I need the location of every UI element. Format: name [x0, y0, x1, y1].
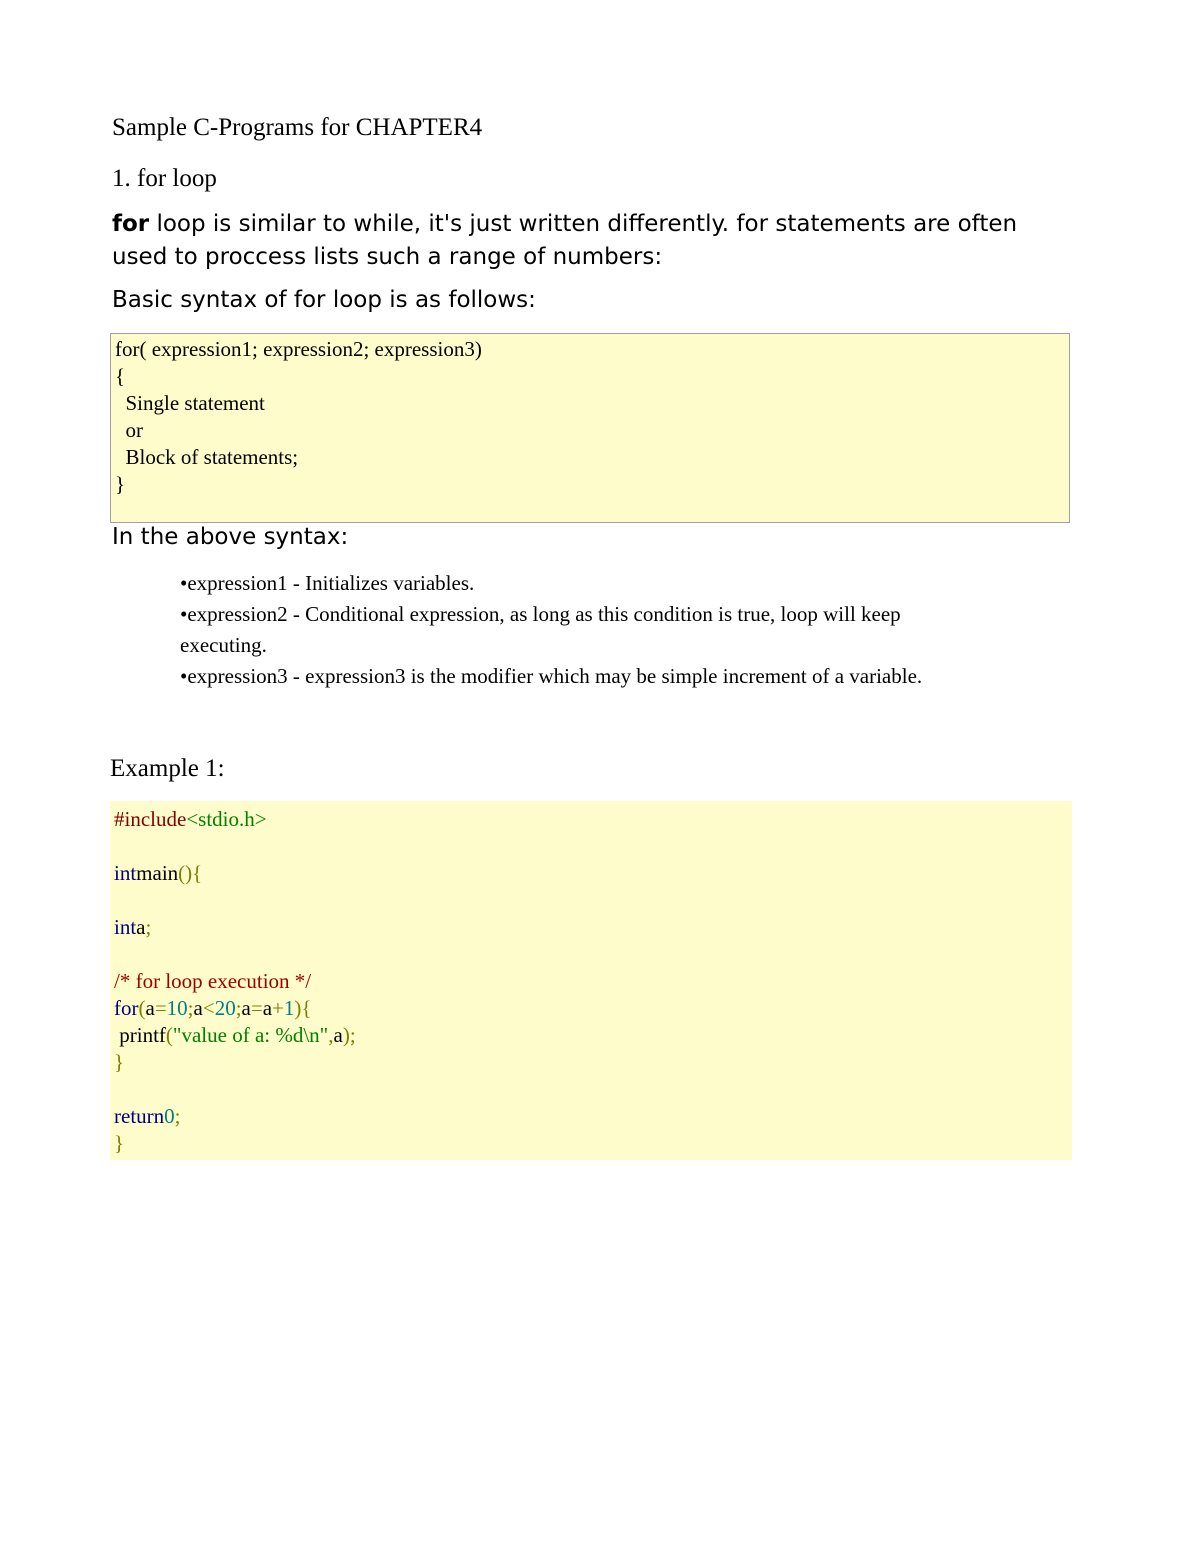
code-identifier: a	[136, 915, 146, 939]
code-comment: /* for loop execution */	[114, 969, 312, 993]
code-line	[114, 1023, 356, 1048]
code-operator: =	[250, 996, 263, 1020]
syntax-label: Basic syntax of for loop is as follows:	[112, 287, 536, 313]
intro-bold-keyword: for	[112, 211, 150, 237]
bullet-item: •expression2 - Conditional expression, as long as this condition is true, loop will keep	[180, 602, 901, 626]
code-punctuation: (){	[178, 861, 203, 885]
code-punctuation: );	[342, 1023, 356, 1047]
code-identifier: a	[262, 996, 273, 1020]
code-line	[114, 969, 311, 994]
code-punctuation: ,	[328, 1023, 334, 1047]
code-keyword: int	[114, 861, 137, 885]
code-line	[114, 861, 202, 886]
code-punctuation: ){	[294, 996, 312, 1020]
intro-paragraph	[112, 208, 1072, 274]
code-punctuation: ;	[235, 996, 242, 1020]
code-line	[114, 1050, 124, 1075]
code-punctuation: (	[165, 1023, 173, 1047]
code-number: 1	[283, 996, 295, 1020]
code-line	[114, 915, 151, 940]
code-number: 10	[166, 996, 188, 1020]
code-line	[114, 807, 267, 832]
code-keyword: for	[114, 996, 139, 1020]
code-identifier: a	[333, 1023, 343, 1047]
code-line	[114, 1131, 124, 1156]
code-operator: +	[272, 996, 284, 1020]
code-keyword: int	[114, 915, 137, 939]
code-number: 20	[214, 996, 236, 1020]
intro-text: loop is similar to while, it's just written differently. for statements are often used to proccess lists such a range of numbers:	[112, 211, 1018, 270]
code-number: 0	[164, 1104, 175, 1128]
code-operator: <	[202, 996, 215, 1020]
code-punctuation: ;	[145, 915, 152, 939]
bullet-item: •expression1 - Initializes variables.	[180, 571, 475, 595]
code-punctuation: (	[138, 996, 146, 1020]
syntax-line: Single statement	[115, 391, 265, 415]
code-preprocessor: #include	[114, 807, 187, 831]
bullet-item-continuation: executing.	[180, 633, 267, 657]
code-line	[114, 1104, 181, 1129]
syntax-line: Block of statements;	[115, 445, 299, 469]
syntax-explanation-label: In the above syntax:	[112, 524, 349, 550]
code-identifier: a	[145, 996, 155, 1020]
code-identifier: a	[193, 996, 203, 1020]
code-operator: =	[154, 996, 167, 1020]
syntax-line: {	[115, 364, 126, 388]
bullet-item: •expression3 - expression3 is the modifier which may be simple increment of a variable.	[180, 664, 923, 688]
code-keyword: return	[114, 1104, 165, 1128]
document-title: Sample C-Programs for CHAPTER4	[112, 114, 483, 141]
syntax-line: for( expression1; expression2; expression3)	[115, 337, 482, 361]
code-header: <stdio.h>	[186, 807, 267, 831]
section-heading: 1. for loop	[112, 165, 217, 192]
code-identifier: main	[136, 861, 179, 885]
code-punctuation: ;	[174, 1104, 181, 1128]
syntax-line: }	[115, 472, 126, 496]
code-punctuation: }	[114, 1050, 125, 1074]
example-code-box	[110, 801, 1072, 1160]
example-heading: Example 1:	[110, 755, 225, 782]
code-string: "value of a: %d\n"	[172, 1023, 329, 1047]
code-punctuation: }	[114, 1131, 125, 1155]
syntax-line: or	[115, 418, 143, 442]
code-identifier: a	[241, 996, 251, 1020]
code-identifier: printf	[114, 1023, 166, 1047]
syntax-code-box	[110, 333, 1070, 523]
code-punctuation: ;	[187, 996, 194, 1020]
code-line	[114, 996, 311, 1021]
